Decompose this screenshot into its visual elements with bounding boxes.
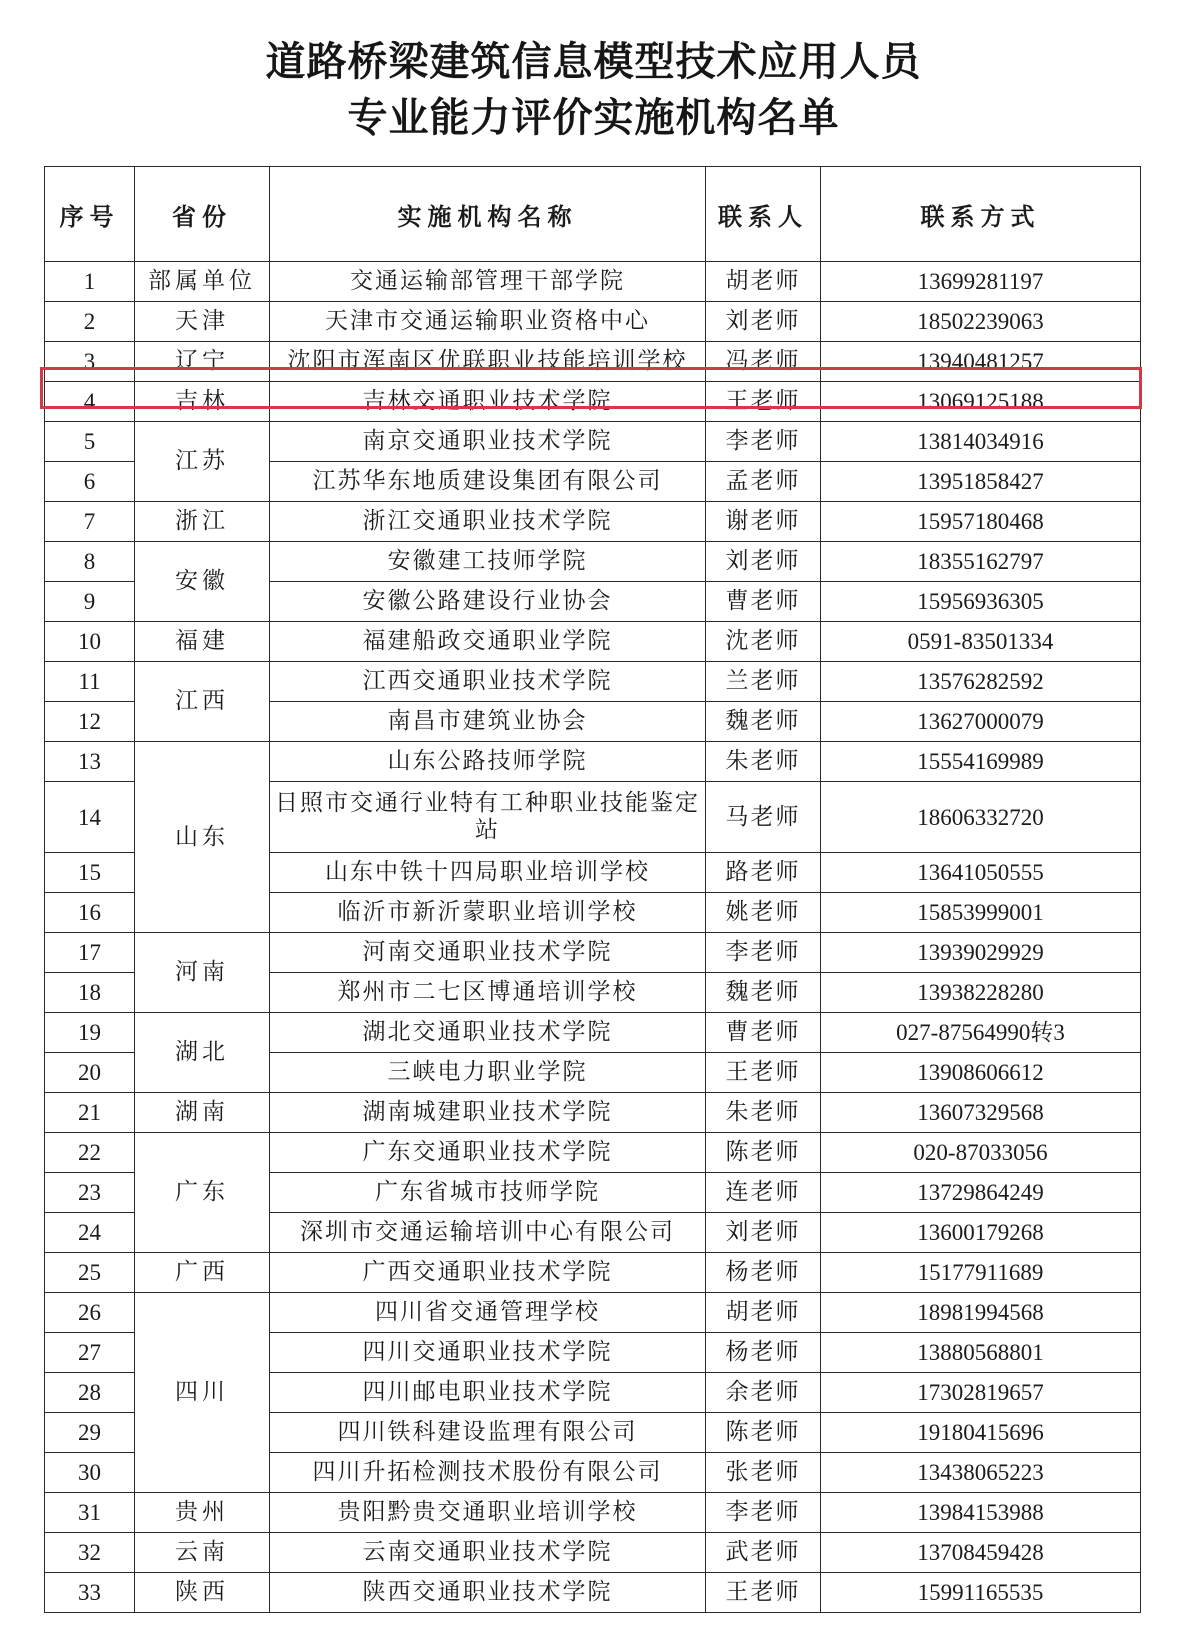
contact-person: 曹老师 <box>706 582 821 622</box>
contact-person: 朱老师 <box>706 1093 821 1133</box>
contact-person: 朱老师 <box>706 742 821 782</box>
table-row <box>45 1253 1141 1293</box>
phone-number: 0591-83501334 <box>821 622 1141 662</box>
contact-person: 王老师 <box>706 1573 821 1613</box>
row-num: 5 <box>45 422 135 462</box>
province-cell: 江西 <box>135 662 270 742</box>
contact-person: 姚老师 <box>706 893 821 933</box>
org-name: 河南交通职业技术学院 <box>270 933 706 973</box>
org-name: 浙江交通职业技术学院 <box>270 502 706 542</box>
contact-person: 陈老师 <box>706 1133 821 1173</box>
table-row-highlighted <box>45 382 1141 422</box>
row-num: 28 <box>45 1373 135 1413</box>
row-num: 9 <box>45 582 135 622</box>
phone-number: 13984153988 <box>821 1493 1141 1533</box>
row-num: 11 <box>45 662 135 702</box>
contact-person: 王老师 <box>706 382 821 422</box>
phone-number: 13814034916 <box>821 422 1141 462</box>
header-num: 序号 <box>45 167 135 262</box>
phone-number: 15957180468 <box>821 502 1141 542</box>
phone-number: 18981994568 <box>821 1293 1141 1333</box>
table-row <box>45 1093 1141 1133</box>
row-num: 18 <box>45 973 135 1013</box>
row-num: 14 <box>45 782 135 853</box>
row-num: 20 <box>45 1053 135 1093</box>
contact-person: 陈老师 <box>706 1413 821 1453</box>
phone-number: 13069125188 <box>821 382 1141 422</box>
org-name: 吉林交通职业技术学院 <box>270 382 706 422</box>
org-name: 江苏华东地质建设集团有限公司 <box>270 462 706 502</box>
province-cell: 福建 <box>135 622 270 662</box>
phone-number: 13951858427 <box>821 462 1141 502</box>
phone-number: 13600179268 <box>821 1213 1141 1253</box>
table-row <box>45 262 1141 302</box>
contact-person: 魏老师 <box>706 702 821 742</box>
table-row <box>45 1293 1141 1333</box>
row-num: 25 <box>45 1253 135 1293</box>
contact-person: 曹老师 <box>706 1013 821 1053</box>
contact-person: 张老师 <box>706 1453 821 1493</box>
row-num: 7 <box>45 502 135 542</box>
org-name: 广东省城市技师学院 <box>270 1173 706 1213</box>
contact-person: 胡老师 <box>706 262 821 302</box>
table-row <box>45 302 1141 342</box>
org-name: 日照市交通行业特有工种职业技能鉴定站 <box>270 782 706 853</box>
contact-person: 冯老师 <box>706 342 821 382</box>
org-name: 安徽建工技师学院 <box>270 542 706 582</box>
org-name: 四川省交通管理学校 <box>270 1293 706 1333</box>
phone-number: 15554169989 <box>821 742 1141 782</box>
phone-number: 15177911689 <box>821 1253 1141 1293</box>
org-name: 四川交通职业技术学院 <box>270 1333 706 1373</box>
contact-person: 杨老师 <box>706 1333 821 1373</box>
phone-number: 13938228280 <box>821 973 1141 1013</box>
phone-number: 13708459428 <box>821 1533 1141 1573</box>
province-cell: 广西 <box>135 1253 270 1293</box>
province-cell: 吉林 <box>135 382 270 422</box>
row-num: 4 <box>45 382 135 422</box>
phone-number: 13699281197 <box>821 262 1141 302</box>
phone-number: 13607329568 <box>821 1093 1141 1133</box>
phone-number: 15853999001 <box>821 893 1141 933</box>
contact-person: 刘老师 <box>706 302 821 342</box>
phone-number: 13576282592 <box>821 662 1141 702</box>
contact-person: 路老师 <box>706 853 821 893</box>
phone-number: 13641050555 <box>821 853 1141 893</box>
org-name: 广东交通职业技术学院 <box>270 1133 706 1173</box>
contact-person: 王老师 <box>706 1053 821 1093</box>
org-name: 云南交通职业技术学院 <box>270 1533 706 1573</box>
province-cell: 湖北 <box>135 1013 270 1093</box>
contact-person: 刘老师 <box>706 1213 821 1253</box>
phone-number: 13939029929 <box>821 933 1141 973</box>
contact-person: 李老师 <box>706 1493 821 1533</box>
phone-number: 17302819657 <box>821 1373 1141 1413</box>
phone-number: 13729864249 <box>821 1173 1141 1213</box>
phone-number: 13880568801 <box>821 1333 1141 1373</box>
row-num: 19 <box>45 1013 135 1053</box>
header-org: 实施机构名称 <box>270 167 706 262</box>
org-name: 山东公路技师学院 <box>270 742 706 782</box>
province-cell: 云南 <box>135 1533 270 1573</box>
org-name: 贵阳黔贵交通职业培训学校 <box>270 1493 706 1533</box>
contact-person: 谢老师 <box>706 502 821 542</box>
table-row <box>45 542 1141 582</box>
row-num: 24 <box>45 1213 135 1253</box>
row-num: 27 <box>45 1333 135 1373</box>
phone-number: 15956936305 <box>821 582 1141 622</box>
contact-person: 连老师 <box>706 1173 821 1213</box>
province-cell: 山东 <box>135 742 270 933</box>
row-num: 17 <box>45 933 135 973</box>
contact-person: 李老师 <box>706 933 821 973</box>
province-cell: 天津 <box>135 302 270 342</box>
row-num: 2 <box>45 302 135 342</box>
row-num: 8 <box>45 542 135 582</box>
org-name: 江西交通职业技术学院 <box>270 662 706 702</box>
phone-number: 13627000079 <box>821 702 1141 742</box>
table-header-row <box>45 167 1141 262</box>
row-num: 33 <box>45 1573 135 1613</box>
row-num: 16 <box>45 893 135 933</box>
contact-person: 马老师 <box>706 782 821 853</box>
table-row <box>45 342 1141 382</box>
header-phone: 联系方式 <box>821 167 1141 262</box>
row-num: 31 <box>45 1493 135 1533</box>
table-row <box>45 1533 1141 1573</box>
org-name: 四川升拓检测技术股份有限公司 <box>270 1453 706 1493</box>
org-name: 安徽公路建设行业协会 <box>270 582 706 622</box>
phone-number: 13940481257 <box>821 342 1141 382</box>
contact-person: 杨老师 <box>706 1253 821 1293</box>
province-cell: 湖南 <box>135 1093 270 1133</box>
row-num: 30 <box>45 1453 135 1493</box>
province-cell: 河南 <box>135 933 270 1013</box>
table-row <box>45 1133 1141 1173</box>
phone-number: 15991165535 <box>821 1573 1141 1613</box>
institution-table <box>44 166 1141 1613</box>
phone-number: 18355162797 <box>821 542 1141 582</box>
org-name: 交通运输部管理干部学院 <box>270 262 706 302</box>
row-num: 32 <box>45 1533 135 1573</box>
table-row <box>45 1573 1141 1613</box>
contact-person: 刘老师 <box>706 542 821 582</box>
province-cell: 陕西 <box>135 1573 270 1613</box>
row-num: 15 <box>45 853 135 893</box>
phone-number: 18502239063 <box>821 302 1141 342</box>
row-num: 23 <box>45 1173 135 1213</box>
phone-number: 027-87564990转3 <box>821 1013 1141 1053</box>
phone-number: 18606332720 <box>821 782 1141 853</box>
table-row <box>45 502 1141 542</box>
contact-person: 武老师 <box>706 1533 821 1573</box>
table-row <box>45 742 1141 782</box>
row-num: 29 <box>45 1413 135 1453</box>
row-num: 3 <box>45 342 135 382</box>
row-num: 13 <box>45 742 135 782</box>
org-name: 四川邮电职业技术学院 <box>270 1373 706 1413</box>
contact-person: 孟老师 <box>706 462 821 502</box>
org-name: 湖南城建职业技术学院 <box>270 1093 706 1133</box>
table-row <box>45 422 1141 462</box>
row-num: 21 <box>45 1093 135 1133</box>
province-cell: 部属单位 <box>135 262 270 302</box>
document-title-line1: 道路桥梁建筑信息模型技术应用人员 <box>265 39 922 85</box>
table-row <box>45 622 1141 662</box>
org-name: 南昌市建筑业协会 <box>270 702 706 742</box>
row-num: 12 <box>45 702 135 742</box>
org-name: 南京交通职业技术学院 <box>270 422 706 462</box>
contact-person: 胡老师 <box>706 1293 821 1333</box>
org-name: 深圳市交通运输培训中心有限公司 <box>270 1213 706 1253</box>
phone-number: 13908606612 <box>821 1053 1141 1093</box>
row-num: 6 <box>45 462 135 502</box>
org-name: 广西交通职业技术学院 <box>270 1253 706 1293</box>
table-row <box>45 933 1141 973</box>
phone-number: 13438065223 <box>821 1453 1141 1493</box>
province-cell: 浙江 <box>135 502 270 542</box>
header-contact: 联系人 <box>706 167 821 262</box>
contact-person: 余老师 <box>706 1373 821 1413</box>
org-name: 陕西交通职业技术学院 <box>270 1573 706 1613</box>
header-province: 省份 <box>135 167 270 262</box>
province-cell: 江苏 <box>135 422 270 502</box>
table-row <box>45 1013 1141 1053</box>
phone-number: 020-87033056 <box>821 1133 1141 1173</box>
org-name: 天津市交通运输职业资格中心 <box>270 302 706 342</box>
org-name: 沈阳市浑南区优联职业技能培训学校 <box>270 342 706 382</box>
org-name: 临沂市新沂蒙职业培训学校 <box>270 893 706 933</box>
phone-number: 19180415696 <box>821 1413 1141 1453</box>
org-name: 四川铁科建设监理有限公司 <box>270 1413 706 1453</box>
contact-person: 李老师 <box>706 422 821 462</box>
org-name: 山东中铁十四局职业培训学校 <box>270 853 706 893</box>
province-cell: 贵州 <box>135 1493 270 1533</box>
contact-person: 兰老师 <box>706 662 821 702</box>
contact-person: 魏老师 <box>706 973 821 1013</box>
row-num: 22 <box>45 1133 135 1173</box>
table-row <box>45 1493 1141 1533</box>
table-row <box>45 662 1141 702</box>
province-cell: 广东 <box>135 1133 270 1253</box>
province-cell: 四川 <box>135 1293 270 1493</box>
org-name: 郑州市二七区博通培训学校 <box>270 973 706 1013</box>
contact-person: 沈老师 <box>706 622 821 662</box>
province-cell: 辽宁 <box>135 342 270 382</box>
org-name: 湖北交通职业技术学院 <box>270 1013 706 1053</box>
row-num: 10 <box>45 622 135 662</box>
org-name: 三峡电力职业学院 <box>270 1053 706 1093</box>
row-num: 26 <box>45 1293 135 1333</box>
org-name: 福建船政交通职业学院 <box>270 622 706 662</box>
province-cell: 安徽 <box>135 542 270 622</box>
document-title-line2: 专业能力评价实施机构名单 <box>347 95 840 141</box>
row-num: 1 <box>45 262 135 302</box>
